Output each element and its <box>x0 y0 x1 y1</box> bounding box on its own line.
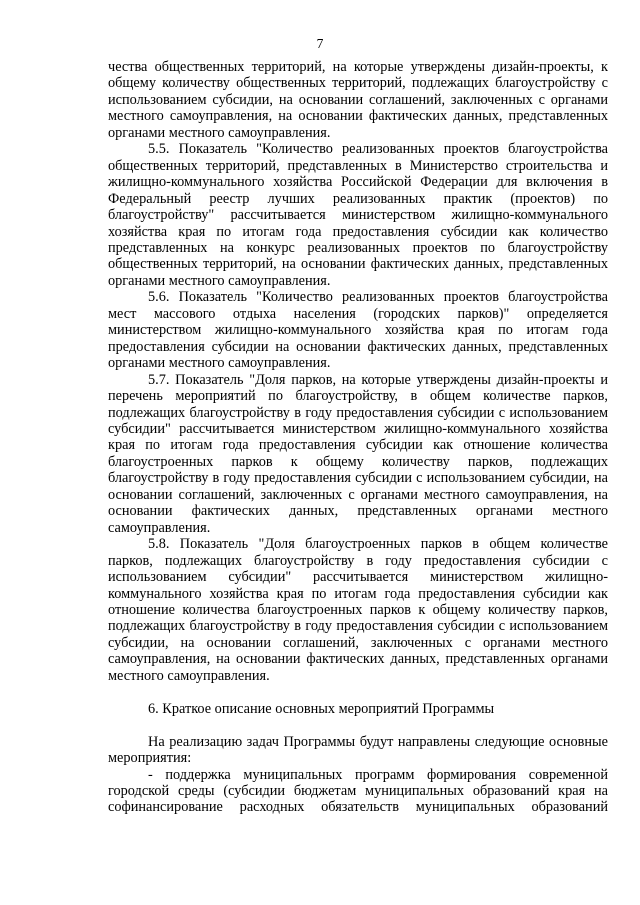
bullet-item: - поддержка муниципальных программ формирования современной городской среды (субсидии бюджетам муниципальных образований края на софинансирование расходных обязательств муниципальных образований <box>108 766 608 816</box>
document-body <box>108 59 608 816</box>
page-number: 7 <box>316 36 324 51</box>
paragraph-5-8: 5.8. Показатель "Доля благоустроенных парков в общем количестве парков, подлежащих благоустройству в году предоставления субсидии с использованием субсидии" рассчитывается министерством жилищно-коммунального хозяйства края по итогам года предоставления субсидии как отношение количества благоустроенных парков к общему количеству парков, подлежащих благоустройству в году предоставления субсидии с использованием субсидии, на основании соглашений, заключенных с органами местного самоуправления, на основании фактических данных, представленных органами местного самоуправления. <box>108 536 608 684</box>
paragraph-5-7: 5.7. Показатель "Доля парков, на которые утверждены дизайн-проекты и перечень мероприятий по благоустройству, в общем количестве парков, подлежащих благоустройству в году предоставления субсидии с использованием субсидии" рассчитывается министерством жилищно-коммунального хозяйства края по итогам года предоставления субсидии как отношение количества благоустроенных парков к общему количеству парков, подлежащих благоустройству в году предоставления субсидии с использованием субсидии, на основании соглашений, заключенных с органами местного самоуправления, на основании фактических данных, представленных органами местного самоуправления. <box>108 371 608 536</box>
paragraph-continued: чества общественных территорий, на которые утверждены дизайн-проекты, к общему количеству общественных территорий, подлежащих благоустройству с использованием субсидии, на основании соглашений, заключенных с органами местного самоуправления, на основании фактических данных, представленных органами местного самоуправления. <box>108 59 608 141</box>
section-heading: 6. Краткое описание основных мероприятий Программы <box>148 701 495 718</box>
intro-paragraph: На реализацию задач Программы будут направлены следующие основные мероприятия: <box>108 733 608 767</box>
paragraph-5-6: 5.6. Показатель "Количество реализованных проектов благоустройства мест массового отдыха населения (городских парков)" определяется министерством жилищно-коммунального хозяйства края по итогам года предоставления субсидии на основании фактических данных, представленных органами местного самоуправления. <box>108 289 608 372</box>
paragraph-5-5: 5.5. Показатель "Количество реализованных проектов благоустройства общественных территорий, представленных в Министерство строительства и жилищно-коммунального хозяйства Российской Федерации для включения в Федеральный реестр лучших реализованных практик (проектов) по благоустройству" рассчитывается министерством жилищно-коммунального хозяйства края по итогам года предоставления субсидии как количество представленных на конкурс реализованных проектов по благоустройству общественных территорий, на основании фактических данных, представленных органами местного самоуправления. <box>108 141 608 289</box>
